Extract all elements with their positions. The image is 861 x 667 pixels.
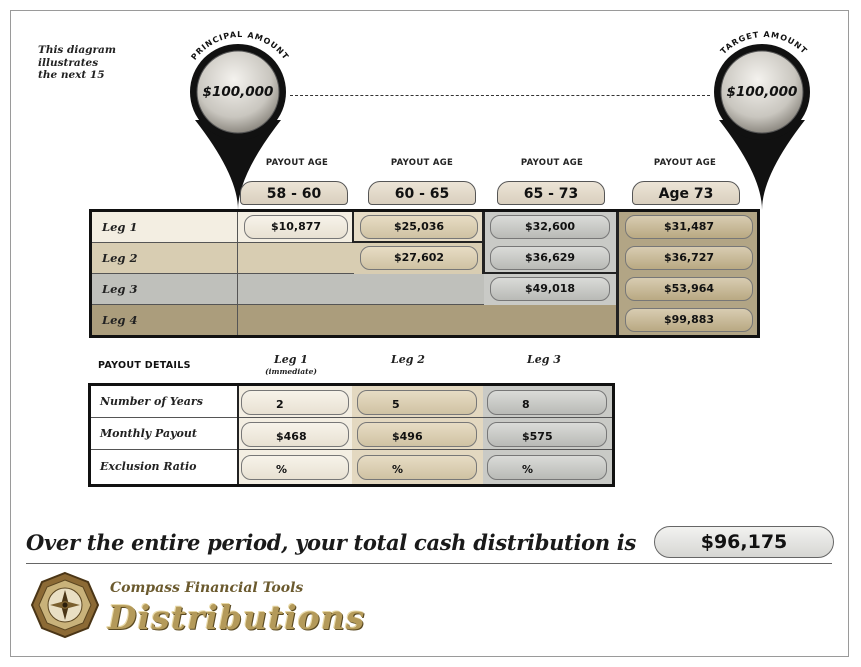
- payout-details-table: [88, 383, 615, 487]
- compass-icon: [24, 568, 106, 644]
- col-head-label: Leg 1: [274, 353, 308, 366]
- monthly-leg3: $575: [487, 422, 607, 447]
- payout-age-label: PAYOUT AGE: [653, 158, 717, 168]
- leg1-value-2: $25,036: [360, 215, 478, 239]
- brand-product: Distributions: [108, 598, 366, 637]
- total-distribution-text: Over the entire period, your total cash distribution is: [26, 530, 637, 555]
- leg1-value-1: $10,877: [244, 215, 348, 239]
- leg3-value-2: $53,964: [625, 277, 753, 301]
- years-leg2: 5: [357, 390, 477, 415]
- age-range-1: 58 - 60: [240, 181, 348, 205]
- col-head-leg1: [231, 354, 351, 378]
- principal-value: $100,000: [202, 84, 274, 100]
- col-head-sub: (immediate): [265, 367, 317, 376]
- leg-label: Leg 2: [92, 243, 238, 273]
- detail-label: Exclusion Ratio: [91, 450, 239, 484]
- brand-company: Compass Financial Tools: [110, 580, 304, 596]
- leg3-value-1: $49,018: [490, 277, 610, 301]
- detail-label: Number of Years: [91, 386, 239, 417]
- age-range-2: 60 - 65: [368, 181, 476, 205]
- total-distribution-value: $96,175: [654, 526, 834, 558]
- exclusion-leg1: %: [241, 455, 349, 480]
- leg-label: Leg 4: [92, 305, 238, 335]
- leg2-value-2: $36,629: [490, 246, 610, 270]
- leg1-value-3: $32,600: [490, 215, 610, 239]
- intro-text: This diagram illustrates the next 15: [38, 44, 116, 81]
- col-head-label: Leg 2: [391, 353, 425, 366]
- years-leg3: 8: [487, 390, 607, 415]
- leg4-value-1: $99,883: [625, 308, 753, 332]
- col-head-label: Leg 3: [527, 353, 561, 366]
- payout-age-label: PAYOUT AGE: [265, 158, 329, 168]
- dashed-connector: [290, 95, 710, 96]
- leg2-value-3: $36,727: [625, 246, 753, 270]
- col-head-leg3: [484, 354, 604, 366]
- monthly-leg2: $496: [357, 422, 477, 447]
- payout-details-title: PAYOUT DETAILS: [98, 360, 191, 371]
- age-range-4: Age 73: [632, 181, 740, 205]
- leg1-value-4: $31,487: [625, 215, 753, 239]
- payout-age-label: PAYOUT AGE: [520, 158, 584, 168]
- leg2-value-1: $27,602: [360, 246, 478, 270]
- years-leg1: 2: [241, 390, 349, 415]
- monthly-leg1: $468: [241, 422, 349, 447]
- age-range-3: 65 - 73: [497, 181, 605, 205]
- target-label: TARGET AMOUNT: [718, 29, 810, 56]
- target-value: $100,000: [726, 84, 798, 100]
- leg-label: Leg 1: [92, 212, 238, 242]
- exclusion-leg3: %: [487, 455, 607, 480]
- legs-table: [89, 209, 760, 338]
- exclusion-leg2: %: [357, 455, 477, 480]
- leg-label: Leg 3: [92, 274, 238, 304]
- detail-label: Monthly Payout: [91, 418, 239, 449]
- col-head-leg2: [348, 354, 468, 366]
- divider: [26, 563, 832, 564]
- payout-age-label: PAYOUT AGE: [390, 158, 454, 168]
- principal-label: PRINCIPAL AMOUNT: [189, 30, 291, 62]
